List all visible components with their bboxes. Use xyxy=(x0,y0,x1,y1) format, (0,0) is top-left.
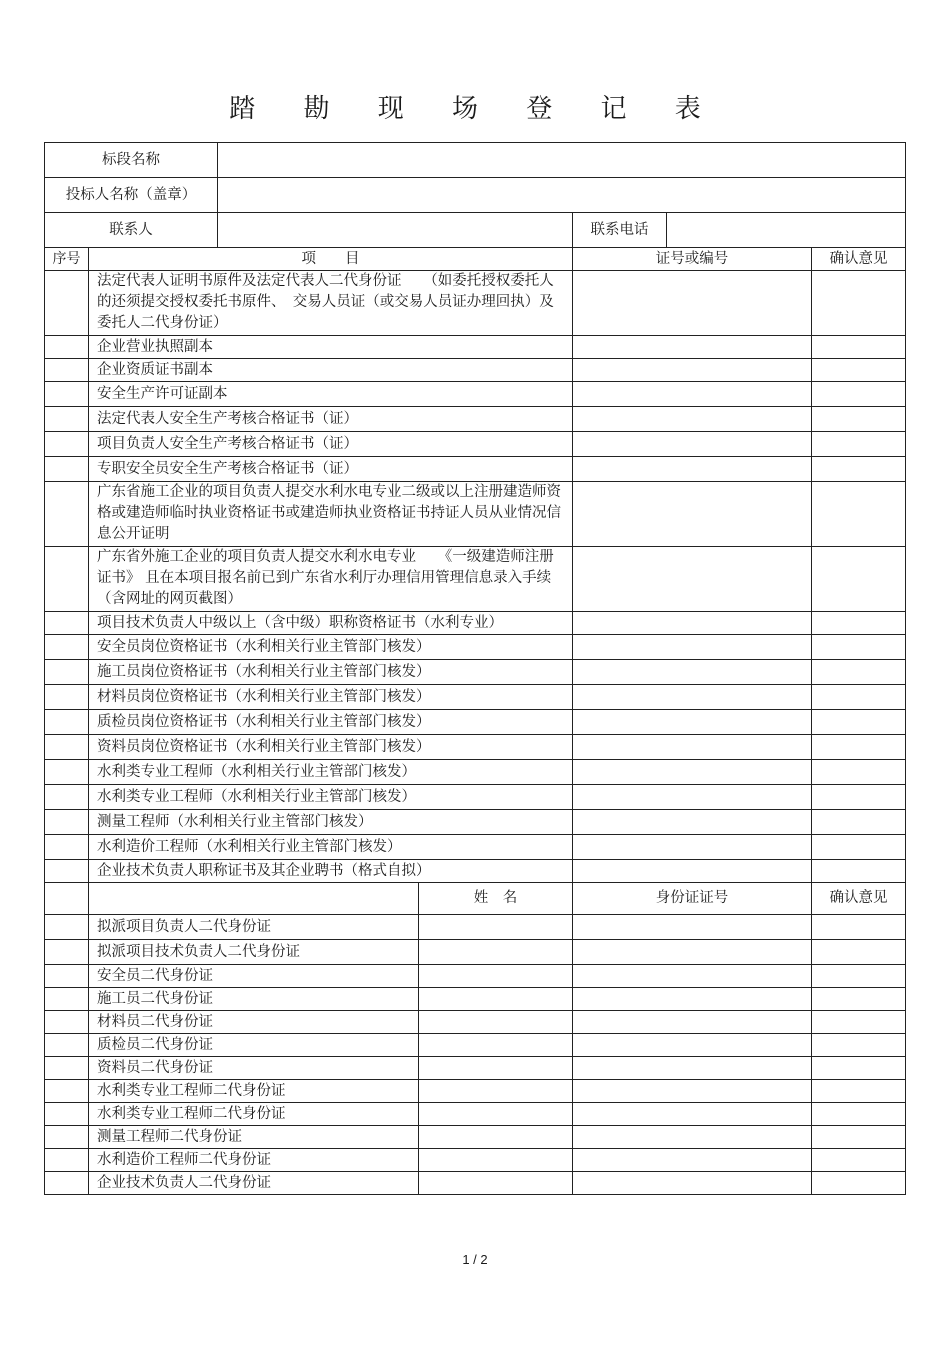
cert-no-cell[interactable] xyxy=(573,612,812,635)
person-item-cell: 测量工程师二代身份证 xyxy=(89,1126,419,1149)
id-number-cell[interactable] xyxy=(573,1149,812,1172)
contact-field[interactable] xyxy=(218,213,573,248)
cert-no-cell[interactable] xyxy=(573,482,812,547)
table-row xyxy=(45,810,906,835)
bidder-field[interactable] xyxy=(218,178,906,213)
cert-no-cell[interactable] xyxy=(573,271,812,336)
confirm-cell[interactable] xyxy=(812,547,906,612)
table-row xyxy=(45,965,906,988)
confirm-cell[interactable] xyxy=(812,785,906,810)
person-item-cell: 质检员二代身份证 xyxy=(89,1034,419,1057)
serial-cell[interactable] xyxy=(45,407,89,432)
confirm-cell[interactable] xyxy=(812,432,906,457)
item-cell: 质检员岗位资格证书（水利相关行业主管部门核发） xyxy=(89,710,573,735)
item-cell: 水利类专业工程师（水利相关行业主管部门核发） xyxy=(89,785,573,810)
col-cert-no-header: 证号或编号 xyxy=(573,248,812,271)
table-row xyxy=(45,988,906,1011)
item-cell: 广东省外施工企业的项目负责人提交水利水电专业 《一级建造师注册证书》 且在本项目报名前已到广东省水利厅办理信用管理信息录入手续（含网址的网页截图） xyxy=(89,547,573,612)
id-number-cell[interactable] xyxy=(573,1034,812,1057)
serial-cell xyxy=(45,883,89,915)
confirm-cell[interactable] xyxy=(812,457,906,482)
table-row xyxy=(45,336,906,359)
item-cell: 企业技术负责人职称证书及其企业聘书（格式自拟） xyxy=(89,860,573,883)
cert-no-cell[interactable] xyxy=(573,407,812,432)
confirm-cell[interactable] xyxy=(812,915,906,940)
name-cell[interactable] xyxy=(419,965,573,988)
serial-cell[interactable] xyxy=(45,835,89,860)
serial-cell[interactable] xyxy=(45,547,89,612)
contact-label: 联系人 xyxy=(45,213,218,248)
person-item-cell: 拟派项目技术负责人二代身份证 xyxy=(89,940,419,965)
person-item-cell: 水利类专业工程师二代身份证 xyxy=(89,1103,419,1126)
person-item-cell: 拟派项目负责人二代身份证 xyxy=(89,915,419,940)
id-number-cell[interactable] xyxy=(573,988,812,1011)
serial-cell[interactable] xyxy=(45,612,89,635)
confirm-cell[interactable] xyxy=(812,710,906,735)
serial-cell[interactable] xyxy=(45,810,89,835)
confirm-cell[interactable] xyxy=(812,860,906,883)
item-cell: 企业资质证书副本 xyxy=(89,359,573,382)
person-item-cell: 施工员二代身份证 xyxy=(89,988,419,1011)
person-item-cell: 水利造价工程师二代身份证 xyxy=(89,1149,419,1172)
table-row xyxy=(45,1011,906,1034)
section-name-row xyxy=(45,143,906,178)
confirm-cell[interactable] xyxy=(812,988,906,1011)
serial-cell[interactable] xyxy=(45,457,89,482)
confirm-cell[interactable] xyxy=(812,336,906,359)
cert-no-cell[interactable] xyxy=(573,336,812,359)
item-cell: 法定代表人安全生产考核合格证书（证） xyxy=(89,407,573,432)
cert-no-cell[interactable] xyxy=(573,785,812,810)
people-header-row xyxy=(45,883,906,915)
serial-cell[interactable] xyxy=(45,359,89,382)
item-cell: 材料员岗位资格证书（水利相关行业主管部门核发） xyxy=(89,685,573,710)
item-cell: 安全员岗位资格证书（水利相关行业主管部门核发） xyxy=(89,635,573,660)
page-number: 1 / 2 xyxy=(462,1252,488,1267)
id-number-cell[interactable] xyxy=(573,1080,812,1103)
table-row xyxy=(45,1057,906,1080)
table-row xyxy=(45,760,906,785)
name-cell[interactable] xyxy=(419,1057,573,1080)
serial-cell[interactable] xyxy=(45,271,89,336)
form-title: 踏 勘 现 场 登 记 表 xyxy=(229,94,721,124)
id-number-cell[interactable] xyxy=(573,1057,812,1080)
serial-cell[interactable] xyxy=(45,988,89,1011)
confirm-cell[interactable] xyxy=(812,1149,906,1172)
confirm-cell[interactable] xyxy=(812,1080,906,1103)
serial-cell[interactable] xyxy=(45,1126,89,1149)
confirm-cell[interactable] xyxy=(812,359,906,382)
table-row xyxy=(45,1126,906,1149)
name-cell[interactable] xyxy=(419,1149,573,1172)
table-row xyxy=(45,612,906,635)
confirm-cell[interactable] xyxy=(812,482,906,547)
table-row xyxy=(45,1080,906,1103)
id-number-cell[interactable] xyxy=(573,915,812,940)
name-cell[interactable] xyxy=(419,1172,573,1195)
id-number-cell[interactable] xyxy=(573,1011,812,1034)
name-cell[interactable] xyxy=(419,940,573,965)
person-item-header xyxy=(89,883,419,915)
registration-table xyxy=(44,142,906,1195)
contact-row xyxy=(45,213,906,248)
table-row xyxy=(45,660,906,685)
item-cell: 施工员岗位资格证书（水利相关行业主管部门核发） xyxy=(89,660,573,685)
bidder-row xyxy=(45,178,906,213)
table-row xyxy=(45,407,906,432)
col-item-header: 项 目 xyxy=(89,248,573,271)
table-row xyxy=(45,457,906,482)
table-row xyxy=(45,635,906,660)
serial-cell[interactable] xyxy=(45,1172,89,1195)
confirm-cell[interactable] xyxy=(812,965,906,988)
confirm-cell[interactable] xyxy=(812,635,906,660)
item-cell: 专职安全员安全生产考核合格证书（证） xyxy=(89,457,573,482)
serial-cell[interactable] xyxy=(45,860,89,883)
table-row xyxy=(45,785,906,810)
serial-cell[interactable] xyxy=(45,482,89,547)
cert-no-cell[interactable] xyxy=(573,735,812,760)
name-cell[interactable] xyxy=(419,988,573,1011)
item-cell: 资料员岗位资格证书（水利相关行业主管部门核发） xyxy=(89,735,573,760)
col-confirm-header: 确认意见 xyxy=(812,248,906,271)
serial-cell[interactable] xyxy=(45,1103,89,1126)
cert-no-cell[interactable] xyxy=(573,547,812,612)
confirm-cell[interactable] xyxy=(812,1057,906,1080)
table-row xyxy=(45,482,906,547)
confirm-cell[interactable] xyxy=(812,760,906,785)
cert-no-cell[interactable] xyxy=(573,860,812,883)
section-name-label: 标段名称 xyxy=(45,143,218,178)
confirm-cell[interactable] xyxy=(812,810,906,835)
table-row xyxy=(45,1103,906,1126)
table-row xyxy=(45,432,906,457)
table-row xyxy=(45,547,906,612)
serial-cell[interactable] xyxy=(45,382,89,407)
person-item-cell: 企业技术负责人二代身份证 xyxy=(89,1172,419,1195)
confirm-cell[interactable] xyxy=(812,735,906,760)
confirm-cell[interactable] xyxy=(812,382,906,407)
cert-no-cell[interactable] xyxy=(573,432,812,457)
phone-label: 联系电话 xyxy=(573,213,667,248)
cert-no-cell[interactable] xyxy=(573,457,812,482)
serial-cell[interactable] xyxy=(45,785,89,810)
phone-field[interactable] xyxy=(667,213,906,248)
serial-cell[interactable] xyxy=(45,685,89,710)
serial-cell[interactable] xyxy=(45,1034,89,1057)
table-row xyxy=(45,271,906,336)
cert-no-cell[interactable] xyxy=(573,660,812,685)
confirm-cell[interactable] xyxy=(812,835,906,860)
person-item-cell: 安全员二代身份证 xyxy=(89,965,419,988)
confirm-cell[interactable] xyxy=(812,1126,906,1149)
cert-no-cell[interactable] xyxy=(573,359,812,382)
col-id-number-header: 身份证证号 xyxy=(573,883,812,915)
person-item-cell: 水利类专业工程师二代身份证 xyxy=(89,1080,419,1103)
col-name-header: 姓 名 xyxy=(419,883,573,915)
table-row xyxy=(45,735,906,760)
cert-no-cell[interactable] xyxy=(573,710,812,735)
table-row xyxy=(45,359,906,382)
serial-cell[interactable] xyxy=(45,1149,89,1172)
item-cell: 项目负责人安全生产考核合格证书（证） xyxy=(89,432,573,457)
confirm-cell[interactable] xyxy=(812,1172,906,1195)
serial-cell[interactable] xyxy=(45,1080,89,1103)
item-cell: 法定代表人证明书原件及法定代表人二代身份证 （如委托授权委托人的还须提交授权委托书原件、 交易人员证（或交易人员证办理回执）及委托人二代身份证） xyxy=(89,271,573,336)
table-row xyxy=(45,940,906,965)
item-cell: 测量工程师（水利相关行业主管部门核发） xyxy=(89,810,573,835)
item-cell: 项目技术负责人中级以上（含中级）职称资格证书（水利专业） xyxy=(89,612,573,635)
confirm-cell[interactable] xyxy=(812,407,906,432)
table-row xyxy=(45,710,906,735)
col-person-confirm-header: 确认意见 xyxy=(812,883,906,915)
item-cell: 广东省施工企业的项目负责人提交水利水电专业二级或以上注册建造师资格或建造师临时执业资格证书或建造师执业资格证书持证人员从业情况信息公开证明 xyxy=(89,482,573,547)
table-row xyxy=(45,1034,906,1057)
name-cell[interactable] xyxy=(419,915,573,940)
id-number-cell[interactable] xyxy=(573,940,812,965)
col-serial-header: 序号 xyxy=(45,248,89,271)
table-row xyxy=(45,382,906,407)
serial-cell[interactable] xyxy=(45,760,89,785)
table-row xyxy=(45,915,906,940)
name-cell[interactable] xyxy=(419,1103,573,1126)
cert-no-cell[interactable] xyxy=(573,810,812,835)
table-row xyxy=(45,835,906,860)
item-cell: 水利类专业工程师（水利相关行业主管部门核发） xyxy=(89,760,573,785)
bidder-label: 投标人名称（盖章） xyxy=(45,178,218,213)
serial-cell[interactable] xyxy=(45,336,89,359)
cert-no-cell[interactable] xyxy=(573,685,812,710)
name-cell[interactable] xyxy=(419,1034,573,1057)
cert-no-cell[interactable] xyxy=(573,760,812,785)
serial-cell[interactable] xyxy=(45,635,89,660)
confirm-cell[interactable] xyxy=(812,612,906,635)
serial-cell[interactable] xyxy=(45,710,89,735)
serial-cell[interactable] xyxy=(45,940,89,965)
confirm-cell[interactable] xyxy=(812,685,906,710)
confirm-cell[interactable] xyxy=(812,1103,906,1126)
confirm-cell[interactable] xyxy=(812,1011,906,1034)
confirm-cell[interactable] xyxy=(812,660,906,685)
name-cell[interactable] xyxy=(419,1011,573,1034)
serial-cell[interactable] xyxy=(45,965,89,988)
person-item-cell: 资料员二代身份证 xyxy=(89,1057,419,1080)
name-cell[interactable] xyxy=(419,1126,573,1149)
confirm-cell[interactable] xyxy=(812,1034,906,1057)
cert-no-cell[interactable] xyxy=(573,635,812,660)
docs-header-row xyxy=(45,248,906,271)
id-number-cell[interactable] xyxy=(573,1126,812,1149)
id-number-cell[interactable] xyxy=(573,1103,812,1126)
cert-no-cell[interactable] xyxy=(573,382,812,407)
serial-cell[interactable] xyxy=(45,915,89,940)
item-cell: 安全生产许可证副本 xyxy=(89,382,573,407)
serial-cell[interactable] xyxy=(45,432,89,457)
serial-cell[interactable] xyxy=(45,1011,89,1034)
table-row xyxy=(45,860,906,883)
table-row xyxy=(45,1149,906,1172)
item-cell: 企业营业执照副本 xyxy=(89,336,573,359)
cert-no-cell[interactable] xyxy=(573,835,812,860)
serial-cell[interactable] xyxy=(45,660,89,685)
section-name-field[interactable] xyxy=(218,143,906,178)
confirm-cell[interactable] xyxy=(812,271,906,336)
confirm-cell[interactable] xyxy=(812,940,906,965)
id-number-cell[interactable] xyxy=(573,965,812,988)
table-row xyxy=(45,685,906,710)
id-number-cell[interactable] xyxy=(573,1172,812,1195)
serial-cell[interactable] xyxy=(45,1057,89,1080)
name-cell[interactable] xyxy=(419,1080,573,1103)
item-cell: 水利造价工程师（水利相关行业主管部门核发） xyxy=(89,835,573,860)
serial-cell[interactable] xyxy=(45,735,89,760)
person-item-cell: 材料员二代身份证 xyxy=(89,1011,419,1034)
table-row xyxy=(45,1172,906,1195)
